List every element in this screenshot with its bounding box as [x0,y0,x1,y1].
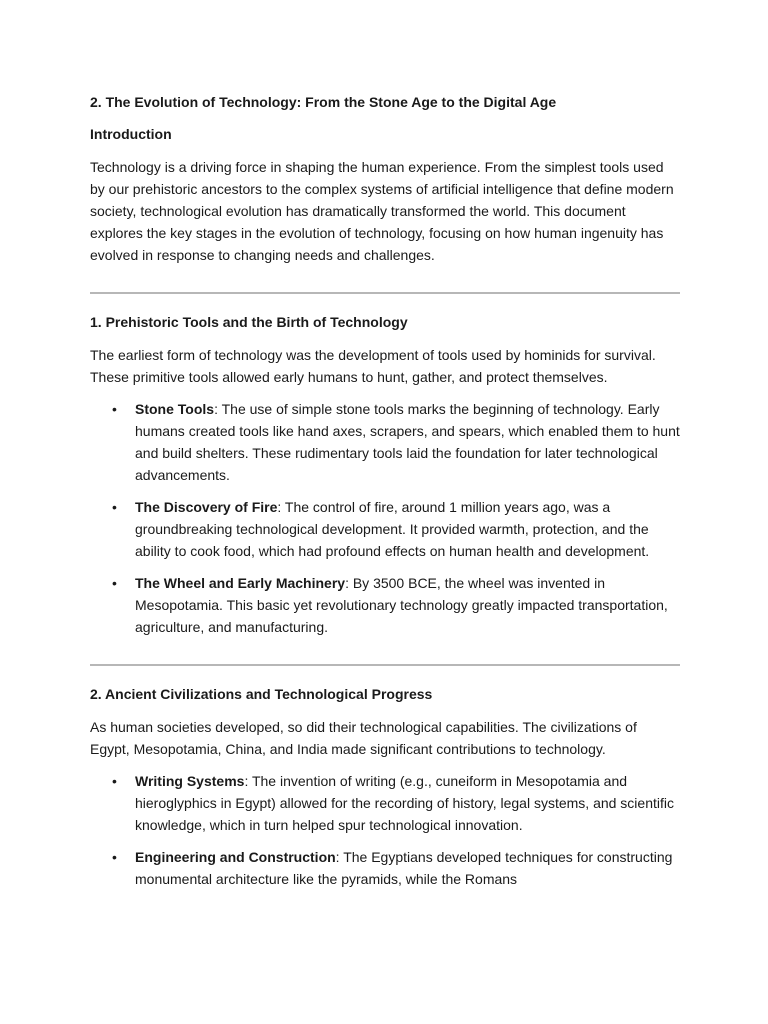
bullet-icon: • [112,849,117,865]
bullet-icon: • [112,575,117,591]
bullet-term: The Discovery of Fire [135,499,278,515]
section-paragraph-prehistoric: The earliest form of technology was the development of tools used by hominids for survival. These primitive tools allowed early humans to hunt, gather, and protect themselves. [90,347,656,385]
list-item [90,496,680,562]
introduction-heading: Introduction [90,126,172,142]
bullet-icon: • [112,773,117,789]
bullet-term: The Wheel and Early Machinery [135,575,346,591]
list-item [90,398,680,486]
bullet-description: : The use of simple stone tools marks the beginning of technology. Early humans created tools like hand axes, scrapers, and spears, which enabled them to hunt and build shelters. These rudimentary tools laid the foundation for later technological advancements. [135,401,680,483]
list-item [90,770,680,836]
list-item [90,846,680,890]
document-page [90,92,680,900]
bullet-term: Engineering and Construction [135,849,336,865]
document-title: 2. The Evolution of Technology: From the Stone Age to the Digital Age [90,94,557,110]
bullet-icon: • [112,401,117,417]
bullet-description: : The control of fire, around 1 million years ago, was a groundbreaking technological development. It provided warmth, protection, and the ability to cook food, which had profound effects on human health and development. [135,499,650,559]
section-heading-ancient: 2. Ancient Civilizations and Technological Progress [90,686,433,702]
section-divider [90,292,680,294]
section-heading-prehistoric: 1. Prehistoric Tools and the Birth of Technology [90,314,408,330]
bullet-list-ancient [90,770,680,890]
bullet-term: Writing Systems [135,773,245,789]
bullet-list-prehistoric [90,398,680,638]
bullet-description: : By 3500 BCE, the wheel was invented in Mesopotamia. This basic yet revolutionary technology greatly impacted transportation, agriculture, and manufacturing. [135,575,668,635]
bullet-description: : The invention of writing (e.g., cuneiform in Mesopotamia and hieroglyphics in Egypt) allowed for the recording of history, legal systems, and scientific knowledge, which in turn helped spur technological innovation. [135,773,674,833]
bullet-term: Stone Tools [135,401,215,417]
list-item [90,572,680,638]
bullet-icon: • [112,499,117,515]
section-divider [90,664,680,666]
section-paragraph-ancient: As human societies developed, so did their technological capabilities. The civilizations of Egypt, Mesopotamia, China, and India made significant contributions to technology. [90,719,637,757]
introduction-paragraph: Technology is a driving force in shaping the human experience. From the simplest tools used by our prehistoric ancestors to the complex systems of artificial intelligence that define modern society, technological evolution has dramatically transformed the world. This document explores the key stages in the evolution of technology, focusing on how human ingenuity has evolved in response to changing needs and challenges. [90,159,674,263]
bullet-description: : The Egyptians developed techniques for constructing monumental architecture like the pyramids, while the Romans [135,849,673,887]
